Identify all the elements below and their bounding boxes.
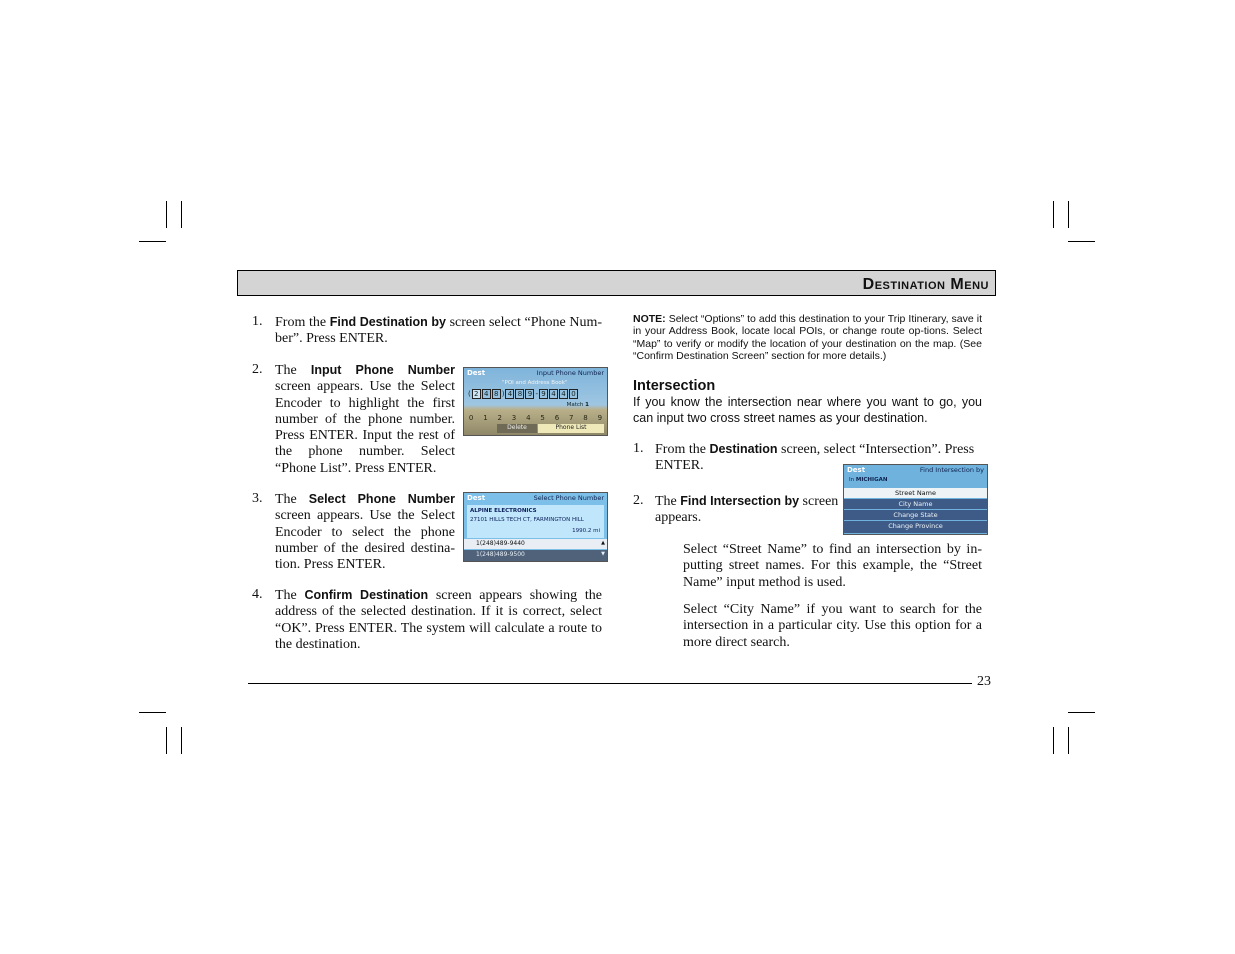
intersection-step-2: 2. The Find Intersection by screen appears.: [633, 493, 839, 526]
find-intersection-screenshot: [843, 464, 988, 535]
step-1: 1. From the Find Destination by screen select “Phone Num-ber”. Press ENTER.: [252, 314, 602, 347]
screen-subtitle: "POI and Address Book": [502, 380, 568, 386]
note-paragraph: NOTE: Select “Options” to add this destination to your Trip Itinerary, save it in your Address Book, locate local POIs, or change route op-tions. Select “Map” to verify or modify the location of your destination on the map. (See “Confirm Destination Screen” section for more details.): [633, 313, 982, 362]
street-name-paragraph: Select “Street Name” to find an intersection by in-putting street names. For this example, the “Street Name” input method is used.: [683, 542, 982, 590]
scroll-down-icon: ▼: [601, 551, 605, 557]
digit-box: 9: [539, 389, 548, 399]
screen-name: Input Phone Number: [310, 363, 455, 377]
destination-address: 27101 HILLS TECH CT, FARMINGTON HILL: [470, 517, 584, 523]
phone-row: 1(248)489-9500 ▼: [464, 550, 607, 561]
step-number: 2.: [252, 362, 263, 377]
crop-mark: [1068, 201, 1069, 228]
city-name-paragraph: Select “City Name” if you want to search for the intersection in a particular city. Use this option for a more direct search.: [683, 602, 982, 650]
section-heading: Intersection: [633, 378, 716, 394]
destination-name: ALPINE ELECTRONICS: [470, 508, 537, 514]
crop-mark: [1068, 712, 1095, 713]
step-number: 4.: [252, 587, 263, 602]
intersection-intro: If you know the intersection near where you want to go, you can input two cross street names as your destination.: [633, 395, 982, 425]
digit-box: 0: [569, 389, 578, 399]
step-number: 1.: [252, 314, 263, 329]
crop-mark: [181, 201, 182, 228]
digit-box: 8: [492, 389, 501, 399]
phone-row: 1(248)489-9440 ▲: [464, 539, 607, 549]
phone-digits: ( 2 4 8 ) 4 8 9 - 9 4 4 0: [468, 389, 578, 399]
footer-rule: [248, 683, 972, 684]
screen-tag: Dest: [467, 369, 486, 377]
digit-box: 2: [472, 389, 481, 399]
step-number: 1.: [633, 441, 644, 456]
destination-info: [467, 505, 604, 538]
step-number: 3.: [252, 491, 263, 506]
delete-button: Delete: [497, 424, 537, 433]
screen-name: Confirm Destination: [304, 588, 429, 602]
digit-box: 4: [482, 389, 491, 399]
intersection-step-1: 1. From the Destination screen, select “Intersection”. Press ENTER.: [633, 441, 975, 474]
screen-name: Find Intersection by: [680, 494, 800, 508]
step-number: 2.: [633, 493, 644, 508]
digit-box: 9: [525, 389, 534, 399]
match-indicator: Match 1: [566, 402, 589, 408]
page-number: 23: [977, 674, 991, 689]
digit-box: 4: [559, 389, 568, 399]
screen-tag: Dest: [467, 494, 486, 502]
digit-box: 4: [505, 389, 514, 399]
digit-box: 4: [549, 389, 558, 399]
screen-tag: Dest: [847, 466, 866, 474]
step-4: 4. The Confirm Destination screen appears showing the address of the selected destination. If it is correct, select “OK”. Press ENTER. The system will calculate a route to the destination.: [252, 587, 602, 652]
crop-mark: [1053, 727, 1054, 754]
section-header: [237, 270, 996, 296]
digit-box: 8: [515, 389, 524, 399]
crop-mark: [1053, 201, 1054, 228]
menu-option-change-state: Change State: [844, 510, 987, 520]
crop-mark: [1068, 727, 1069, 754]
crop-mark: [1068, 241, 1095, 242]
screen-name: Select Phone Number: [308, 492, 456, 506]
section-title: Destination Menu: [862, 276, 989, 293]
phone-list-button: Phone List: [538, 424, 604, 433]
menu-option-city-name: City Name: [844, 499, 987, 509]
screen-title: Find Intersection by: [919, 466, 984, 474]
screen-title: Input Phone Number: [536, 369, 604, 377]
keypad: 0 1 2 3 4 5 6 7 8 9: [468, 413, 603, 422]
screen-name: Destination: [709, 442, 778, 456]
crop-mark: [181, 727, 182, 754]
input-phone-number-screenshot: [463, 367, 608, 436]
scroll-up-icon: ▲: [601, 540, 605, 546]
crop-mark: [166, 727, 167, 754]
screen-name: Find Destination by: [329, 315, 446, 329]
crop-mark: [139, 241, 166, 242]
menu-option-street-name: Street Name: [844, 488, 987, 498]
screen-title: Select Phone Number: [533, 494, 604, 502]
state-label: In MICHIGAN: [849, 477, 888, 483]
destination-distance: 1990.2 mi: [572, 528, 600, 534]
crop-mark: [166, 201, 167, 228]
step-2: 2. The Input Phone Number screen appears. Use the Select Encoder to highlight the first number of the phone number. Press ENTER. Input the rest of the phone number. Select “Phone List”. Press ENTER.: [252, 362, 455, 476]
select-phone-number-screenshot: [463, 492, 608, 562]
crop-mark: [139, 712, 166, 713]
step-3: 3. The Select Phone Number screen appears. Use the Select Encoder to select the phone number of the desired destina-tion. Press ENTER.: [252, 491, 456, 573]
note-label: NOTE:: [633, 313, 666, 325]
menu-option-change-province: Change Province: [844, 521, 987, 533]
